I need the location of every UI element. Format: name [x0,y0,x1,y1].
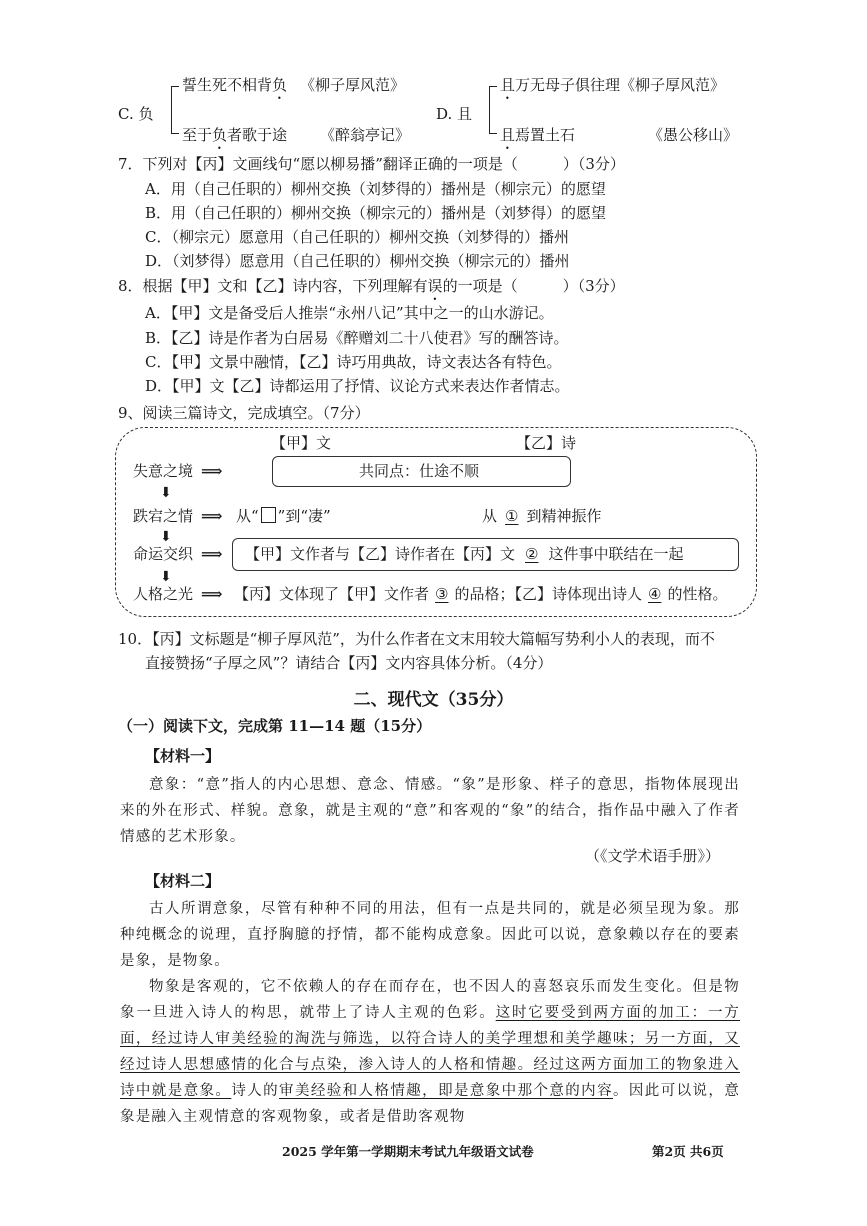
brace-c-arm-bottom [171,133,179,134]
footer-title: 2025 学年第一学期期末考试九年级语文试卷 [282,1144,534,1159]
down-arrow-icon: ⬇ [160,485,172,501]
brace-d-arm-top [489,86,497,87]
question-8-option-c: C．【甲】文景中融情，【乙】诗巧用典故，诗文表达各有特色。 [145,353,562,371]
feeling-jia: 从“ ”到“凄” [236,507,331,525]
option-d-label: D. 且 [436,105,473,123]
question-7-option-a: A．用（自己任职的）柳州交换（刘梦得的）播州是（柳宗元）的愿望 [145,180,606,198]
question-10-line1: 10．【丙】文标题是“柳子厚风范”，为什么作者在文末用较大篇幅写势利小人的表现，而不 [118,630,715,648]
feeling-yi: 从 ① 到精神振作 [482,507,602,525]
question-7-stem: 7．下列对【丙】文画线句“愿以柳易播”翻译正确的一项是（ ）（3分） [118,155,625,173]
question-8-stem: 8．根据【甲】文和【乙】诗内容，下列理解有误的一项是（ ）（3分） [118,277,625,295]
blank-3[interactable]: ③ [435,585,449,603]
double-arrow-icon: ⟹ [201,545,223,563]
section-subtitle: （一）阅读下文，完成第 11—14 题（15分） [118,717,432,735]
blank-2[interactable]: ② [525,545,539,563]
underlined-sentence-2: 审美经验和人格情趣，即是意象中那个意的内容 [279,1083,613,1099]
brace-d [489,86,490,134]
question-8-option-d: D．【甲】文【乙】诗都运用了抒情、议论方式来表达作者情志。 [145,377,570,395]
diagram-row-label-3: 命运交织 [133,545,194,563]
footer-page-number: 第2页 共6页 [652,1144,724,1159]
personality-text: 【丙】文体现了【甲】文作者 ③ 的品格；【乙】诗体现出诗人 ④ 的性格。 [234,585,728,603]
diagram-row-label-4: 人格之光 [133,585,194,603]
material-2-label: 【材料二】 [145,872,221,890]
diagram-row-label-2: 跌宕之情 [133,507,194,525]
option-c-line2: 至于负者歌于途 [182,126,288,144]
underlined-sentence-1: 这时它要受到两方面的加工：一方面，经过诗人审美经验的淘洗与筛选，以符合诗人的美学理想和美学趣味；另一方面，又经过诗人思想感情的化合与点染，渗入诗人的人格和情趣。经过这两方面加工的物象进入诗中就是意象。 [120,1005,740,1099]
section-title: 二、现代文（35分） [353,690,514,710]
question-8-option-b: B．【乙】诗是作者为白居易《醉赠刘二十八使君》写的酬答诗。 [145,329,569,347]
down-arrow-icon: ⬇ [160,529,172,545]
option-c-label: C. 负 [118,105,154,123]
material-2-para-1: 古人所谓意象，尽管有种种不同的用法，但有一点是共同的，就是必须呈现为象。那种纯概念的说理，直抒胸臆的抒情，都不能构成意象。因此可以说，意象赖以存在的要素是象，是物象。 [120,901,740,969]
diagram-head-jia: 【甲】文 [271,434,332,452]
double-arrow-icon: ⟹ [201,585,223,603]
option-d-line1: 且万无母子俱往理《柳子厚风范》 [500,76,726,94]
fate-text: 【甲】文作者与【乙】诗作者在【丙】文 ② 这件事中联结在一起 [245,545,684,563]
double-arrow-icon: ⟹ [201,507,223,525]
option-c-source1: 《柳子厚风范》 [300,76,406,94]
question-9-stem: 9、阅读三篇诗文，完成填空。（7分） [118,404,370,422]
material-1-source: （《文学术语手册》） [585,847,721,865]
brace-d-arm-bottom [489,133,497,134]
diagram-head-yi: 【乙】诗 [516,434,577,452]
blank-4[interactable]: ④ [647,585,662,603]
question-7-option-d: D．（刘梦得）愿意用（自己任职的）柳州交换（柳宗元的）播州 [145,252,570,270]
blank-square-icon[interactable] [261,507,276,523]
brace-c [171,86,172,134]
material-1-label: 【材料一】 [145,747,221,765]
option-c-line1: 誓生死不相背负 [182,76,288,94]
question-10-line2: 直接赞扬“子厚之风”？请结合【丙】文内容具体分析。（4分） [145,654,553,672]
question-7-option-b: B．用（自己任职的）柳州交换（柳宗元的）播州是（刘梦得）的愿望 [145,204,607,222]
option-c-source2: 《醉翁亭记》 [320,126,411,144]
blank-1[interactable]: ① [505,507,519,525]
double-arrow-icon: ⟹ [201,462,223,480]
material-1-text: 意象：“意”指人的内心思想、意念、情感。“象”是形象、样子的意思，指物体展现出来的外在形式、样貌。意象，就是主观的“意”和客观的“象”的结合，指作品中融入了作者情感的艺术形象。 [120,777,740,845]
down-arrow-icon: ⬇ [160,569,172,585]
common-point-text: 共同点：仕途不顺 [359,462,480,480]
option-d-source2: 《愚公移山》 [648,126,739,144]
brace-c-arm-top [171,86,179,87]
option-d-line2: 且焉置土石 [500,126,576,144]
question-8-option-a: A．【甲】文是备受后人推崇“永州八记”其中之一的山水游记。 [145,304,554,322]
material-2-para-2: 物象是客观的，它不依赖人的存在而存在，也不因人的喜怒哀乐而发生变化。但是物象一旦进入诗人的构思，就带上了诗人主观的色彩。这时它要受到两方面的加工：一方面，经过诗人审美经验的淘洗与筛选，以符合诗人的美学理想和美学趣味；另一方面，又经过诗人思想感情的化合与点染，渗入诗人的人格和情趣。经过这两方面加工的物象进入诗中就是意象。诗人的审美经验和人格情趣，即是意象中那个意的内容。因此可以说，意象是融入主观情意的客观物象，或者是借助客观物 [120,979,741,1125]
question-7-option-c: C．（柳宗元）愿意用（自己任职的）柳州交换（刘梦得的）播州 [145,228,569,246]
diagram-row-label-1: 失意之境 [133,462,194,480]
